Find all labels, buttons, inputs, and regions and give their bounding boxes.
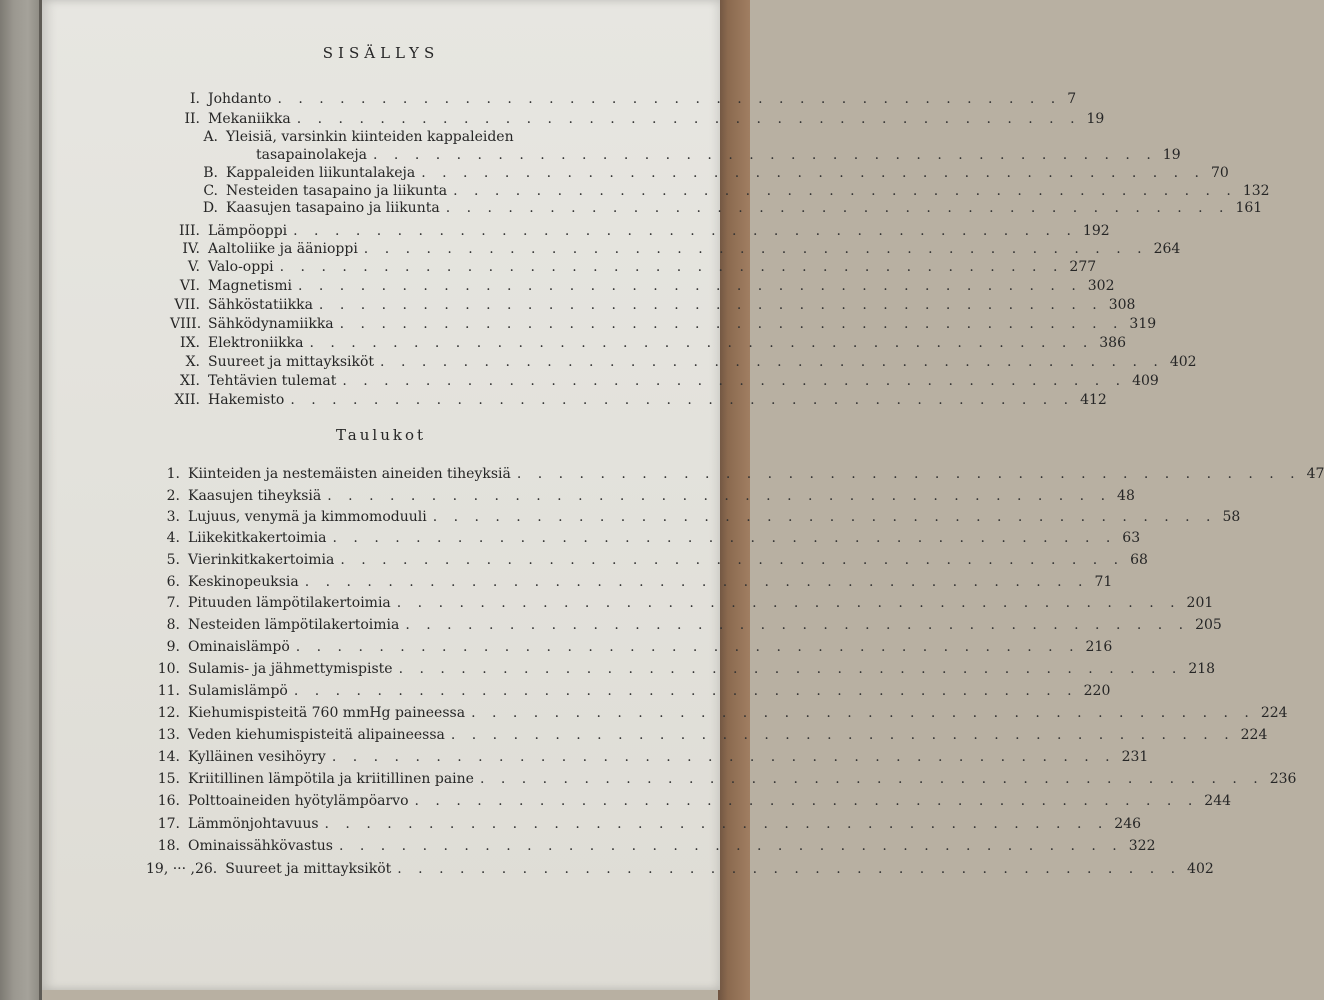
table-page: 201	[1186, 595, 1214, 611]
toc-page: 19	[1162, 147, 1181, 163]
table-page: 402	[1187, 861, 1214, 877]
table-page: 71	[1094, 574, 1113, 590]
leader-dots: . . . . . . . . . . . . . . . . . . . . . . . . . . . . . . . . . . . . . .	[277, 91, 1062, 107]
table-number: 13.	[157, 727, 180, 743]
leader-dots: . . . . . . . . . . . . . . . . . . . . . . . . . . . . . . . . . . . . . .	[293, 683, 1078, 699]
table-entry	[150, 770, 1297, 788]
leader-dots: . . . . . . . . . . . . . . . . . . . . . . . . . . . . . . . . . . . . . .	[339, 316, 1124, 332]
table-entry	[150, 638, 1113, 656]
table-title: Lujuus, venymä ja kimmomoduuli	[188, 509, 427, 525]
leader-dots: . . . . . . . . . . . . . . . . . . . . . . . . . . . . . . . . . . . . . .	[363, 241, 1148, 257]
table-page: 218	[1188, 661, 1216, 677]
table-entry	[150, 529, 1141, 547]
table-page: 48	[1117, 488, 1135, 504]
table-number: 17.	[157, 816, 180, 832]
table-entry	[150, 508, 1241, 526]
table-number: 1.	[166, 466, 180, 482]
toc-entry	[188, 199, 1263, 217]
toc-number: I.	[190, 91, 200, 107]
toc-title: Elektroniikka	[208, 335, 304, 351]
leader-dots: . . . . . . . . . . . . . . . . . . . . . . . . . . . . . . . . . . . . . .	[290, 392, 1075, 408]
page-title: SISÄLLYS	[322, 44, 440, 62]
toc-entry	[170, 222, 1110, 240]
table-page: 244	[1204, 793, 1232, 809]
toc-title: Aaltoliike ja äänioppi	[208, 241, 358, 257]
leader-dots: . . . . . . . . . . . . . . . . . . . . . . . . . . . . . . . . . . . . . .	[471, 705, 1255, 721]
table-entry	[150, 487, 1135, 505]
book-page	[42, 0, 1324, 990]
table-title: Ominaislämpö	[188, 639, 290, 655]
tables-heading: Taulukot	[335, 426, 427, 444]
table-page: 246	[1114, 816, 1142, 832]
leader-dots: . . . . . . . . . . . . . . . . . . . . . . . . . . . . . . . . . . . . . .	[453, 183, 1237, 199]
leader-dots: . . . . . . . . . . . . . . . . . . . . . . . . . . . . . . . . . . . . . .	[397, 861, 1182, 877]
toc-page: 402	[1169, 354, 1197, 370]
table-entry	[150, 465, 1324, 483]
table-page: 58	[1222, 509, 1241, 525]
toc-page: 7	[1067, 91, 1077, 107]
table-entry	[150, 660, 1216, 678]
table-title: Liikekitkakertoimia	[188, 530, 327, 546]
table-number: 9.	[166, 639, 180, 655]
table-page: 231	[1121, 749, 1149, 765]
toc-page: 412	[1080, 392, 1107, 408]
toc-entry	[170, 90, 1077, 108]
toc-number: A.	[203, 129, 218, 145]
leader-dots: . . . . . . . . . . . . . . . . . . . . . . . . . . . . . . . . . . . . . .	[340, 552, 1125, 568]
table-entry	[150, 616, 1222, 634]
table-number: 14.	[157, 749, 180, 765]
toc-page: 161	[1235, 200, 1263, 216]
toc-page: 302	[1087, 278, 1115, 294]
table-page: 216	[1085, 639, 1113, 655]
toc-page: 386	[1099, 335, 1126, 351]
toc-entry	[170, 353, 1197, 371]
leader-dots: . . . . . . . . . . . . . . . . . . . . . . . . . . . . . . . . . . . . . .	[479, 771, 1264, 787]
table-entry	[150, 837, 1156, 855]
toc-number: VII.	[174, 297, 200, 313]
toc-number: VI.	[179, 278, 200, 294]
toc-title: Kappaleiden liikuntalakeja	[226, 165, 416, 181]
table-title: Vierinkitkakertoimia	[188, 552, 335, 568]
toc-entry	[170, 372, 1159, 390]
table-page: 205	[1195, 617, 1222, 633]
table-number: 4.	[166, 530, 180, 546]
leader-dots: . . . . . . . . . . . . . . . . . . . . . . . . . . . . . . . . . . . . . .	[405, 617, 1190, 633]
leader-dots: . . . . . . . . . . . . . . . . . . . . . . . . . . . . . . . . . . . . . .	[338, 838, 1123, 854]
toc-title: Hakemisto	[208, 392, 285, 408]
toc-page: 319	[1129, 316, 1157, 332]
leader-dots: . . . . . . . . . . . . . . . . . . . . . . . . . . . . . . . . . . . . . .	[421, 165, 1205, 181]
toc-number: D.	[202, 200, 218, 216]
toc-page: 70	[1211, 165, 1229, 181]
toc-page: 277	[1069, 259, 1097, 275]
table-entry	[150, 726, 1268, 744]
table-entry	[150, 792, 1232, 810]
toc-entry	[170, 277, 1115, 295]
table-number: 2.	[166, 488, 180, 504]
leader-dots: . . . . . . . . . . . . . . . . . . . . . . . . . . . . . . . . . . . . . .	[295, 639, 1080, 655]
leader-dots: . . . . . . . . . . . . . . . . . . . . . . . . . . . . . . . . . . . . . .	[318, 297, 1103, 313]
toc-title: Kaasujen tasapaino ja liikunta	[226, 200, 440, 216]
toc-title: tasapainolakeja	[256, 147, 368, 163]
table-title: Kaasujen tiheyksiä	[188, 488, 322, 504]
leader-dots: . . . . . . . . . . . . . . . . . . . . . . . . . . . . . . . . . . . . . .	[279, 259, 1064, 275]
table-page: 224	[1260, 705, 1288, 721]
table-number: 15.	[157, 771, 180, 787]
table-entry	[150, 748, 1149, 766]
leader-dots: . . . . . . . . . . . . . . . . . . . . . . . . . . . . . . . . . . . . . .	[380, 354, 1164, 370]
table-page: 47	[1306, 466, 1324, 482]
toc-number: IV.	[182, 241, 200, 257]
table-page: 236	[1269, 771, 1297, 787]
toc-title: Suureet ja mittayksiköt	[208, 354, 375, 370]
leader-dots: . . . . . . . . . . . . . . . . . . . . . . . . . . . . . . . . . . . . . .	[296, 111, 1081, 127]
toc-number: C.	[203, 183, 218, 199]
toc-title: Magnetismi	[208, 278, 292, 294]
table-number: 6.	[166, 574, 180, 590]
toc-number: VIII.	[170, 316, 202, 332]
table-number: 16.	[157, 793, 180, 809]
leader-dots: . . . . . . . . . . . . . . . . . . . . . . . . . . . . . . . . . . . . . .	[373, 147, 1157, 163]
leader-dots: . . . . . . . . . . . . . . . . . . . . . . . . . . . . . . . . . . . . . .	[450, 727, 1235, 743]
toc-title: Sähködynamiikka	[208, 316, 334, 332]
toc-entry	[170, 110, 1105, 128]
table-title: Lämmönjohtavuus	[188, 816, 319, 832]
toc-title: Mekaniikka	[208, 111, 291, 127]
table-page: 322	[1128, 838, 1156, 854]
toc-page: 19	[1086, 111, 1105, 127]
toc-number: IX.	[180, 335, 200, 351]
toc-number: III.	[178, 223, 200, 239]
table-title: Ominaissähkövastus	[188, 838, 333, 854]
table-page: 224	[1240, 727, 1268, 743]
toc-title: Yleisiä, varsinkin kiinteiden kappaleiden	[226, 129, 514, 145]
leader-dots: . . . . . . . . . . . . . . . . . . . . . . . . . . . . . . . . . . . . . .	[327, 488, 1112, 504]
toc-number: XI.	[180, 373, 200, 389]
table-number: 12.	[157, 705, 180, 721]
toc-title: Tehtävien tulemat	[208, 373, 337, 389]
table-title: Polttoaineiden hyötylämpöarvo	[188, 793, 409, 809]
table-title: Kriitillinen lämpötila ja kriitillinen paine	[188, 771, 474, 787]
toc-title: Johdanto	[208, 91, 272, 107]
table-number: 3.	[166, 509, 180, 525]
toc-title: Sähköstatiikka	[208, 297, 313, 313]
table-title: Nesteiden lämpötilakertoimia	[188, 617, 400, 633]
leader-dots: . . . . . . . . . . . . . . . . . . . . . . . . . . . . . . . . . . . . . .	[324, 816, 1109, 832]
toc-page: 264	[1153, 241, 1181, 257]
toc-page: 409	[1132, 373, 1159, 389]
toc-entry	[170, 240, 1181, 258]
toc-entry	[188, 182, 1270, 200]
table-page: 63	[1122, 530, 1141, 546]
table-title: Suureet ja mittayksiköt	[225, 861, 392, 877]
table-number: 8.	[166, 617, 180, 633]
table-number: 11.	[157, 683, 180, 699]
toc-entry	[170, 296, 1136, 314]
toc-title: Nesteiden tasapaino ja liikunta	[226, 183, 448, 199]
toc-entry	[188, 128, 628, 146]
toc-page: 132	[1242, 183, 1270, 199]
table-entry	[150, 815, 1142, 833]
table-entry	[150, 594, 1214, 612]
leader-dots: . . . . . . . . . . . . . . . . . . . . . . . . . . . . . . . . . . . . . .	[309, 335, 1094, 351]
table-title: Veden kiehumispisteitä alipaineessa	[188, 727, 445, 743]
toc-page: 308	[1108, 297, 1136, 313]
table-page: 68	[1130, 552, 1148, 568]
table-entry	[150, 682, 1111, 700]
table-entry	[150, 573, 1113, 591]
toc-entry	[170, 334, 1126, 352]
table-number: 5.	[166, 552, 180, 568]
table-title: Sulamislämpö	[188, 683, 288, 699]
leader-dots: . . . . . . . . . . . . . . . . . . . . . . . . . . . . . . . . . . . . . .	[293, 223, 1077, 239]
toc-page: 192	[1082, 223, 1110, 239]
toc-entry	[170, 258, 1097, 276]
leader-dots: . . . . . . . . . . . . . . . . . . . . . . . . . . . . . . . . . . . . . .	[342, 373, 1127, 389]
table-title: Sulamis- ja jähmettymispiste	[188, 661, 393, 677]
book-binding	[0, 0, 42, 1000]
leader-dots: . . . . . . . . . . . . . . . . . . . . . . . . . . . . . . . . . . . . . .	[516, 466, 1301, 482]
table-title: Kiinteiden ja nestemäisten aineiden tiheyksiä	[188, 466, 511, 482]
toc-entry	[170, 391, 1107, 409]
toc-number: X.	[185, 354, 200, 370]
table-title: Keskinopeuksia	[188, 574, 299, 590]
toc-number: B.	[203, 165, 218, 181]
table-page: 220	[1083, 683, 1111, 699]
table-entry	[150, 551, 1148, 569]
table-title: Kiehumispisteitä 760 mmHg paineessa	[188, 705, 466, 721]
toc-entry	[218, 146, 1181, 164]
toc-number: II.	[184, 111, 200, 127]
leader-dots: . . . . . . . . . . . . . . . . . . . . . . . . . . . . . . . . . . . . . .	[332, 530, 1117, 546]
leader-dots: . . . . . . . . . . . . . . . . . . . . . . . . . . . . . . . . . . . . . .	[298, 278, 1082, 294]
table-entry	[146, 860, 1214, 878]
table-title: Kylläinen vesihöyry	[188, 749, 326, 765]
toc-entry	[170, 315, 1157, 333]
leader-dots: . . . . . . . . . . . . . . . . . . . . . . . . . . . . . . . . . . . . . .	[414, 793, 1199, 809]
leader-dots: . . . . . . . . . . . . . . . . . . . . . . . . . . . . . . . . . . . . . .	[445, 200, 1230, 216]
table-number: 18.	[157, 838, 180, 854]
leader-dots: . . . . . . . . . . . . . . . . . . . . . . . . . . . . . . . . . . . . . .	[398, 661, 1183, 677]
table-title: Pituuden lämpötilakertoimia	[188, 595, 391, 611]
table-number: 10.	[157, 661, 180, 677]
leader-dots: . . . . . . . . . . . . . . . . . . . . . . . . . . . . . . . . . . . . . .	[304, 574, 1089, 590]
leader-dots: . . . . . . . . . . . . . . . . . . . . . . . . . . . . . . . . . . . . . .	[432, 509, 1217, 525]
table-entry	[150, 704, 1288, 722]
leader-dots: . . . . . . . . . . . . . . . . . . . . . . . . . . . . . . . . . . . . . .	[331, 749, 1116, 765]
toc-title: Valo-oppi	[208, 259, 274, 275]
toc-number: V.	[187, 259, 200, 275]
table-number: 19, ··· ,26.	[146, 861, 218, 877]
table-number: 7.	[166, 595, 180, 611]
toc-title: Lämpöoppi	[208, 223, 288, 239]
leader-dots: . . . . . . . . . . . . . . . . . . . . . . . . . . . . . . . . . . . . . .	[396, 595, 1181, 611]
toc-entry	[188, 164, 1229, 182]
toc-number: XII.	[174, 392, 200, 408]
